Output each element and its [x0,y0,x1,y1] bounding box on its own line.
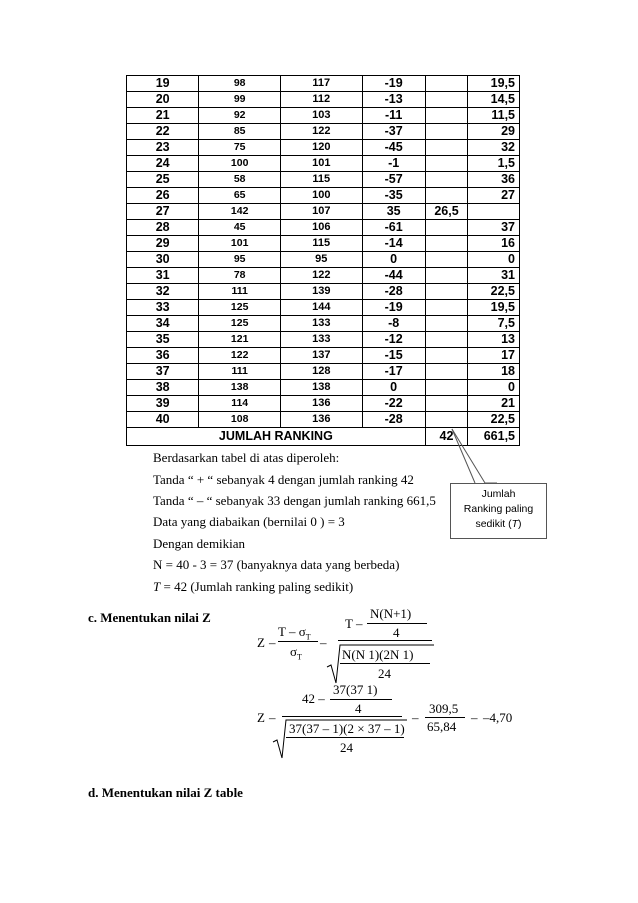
table-cell: 33 [127,300,199,316]
table-cell: 117 [280,76,362,92]
table-cell: 29 [127,236,199,252]
table-cell: 122 [280,268,362,284]
heading-d: d. Menentukan nilai Z table [88,785,243,800]
callout-line-3 [451,517,546,532]
table-cell: 101 [280,156,362,172]
table-row [127,412,520,428]
table-row [127,380,520,396]
table-cell: 107 [280,204,362,220]
table-cell: 103 [280,108,362,124]
table-cell: 142 [199,204,281,220]
table-row [127,316,520,332]
callout-line-3-prefix: sedikit ( [475,518,512,530]
table-cell: 111 [199,284,281,300]
table-cell: 1,5 [468,156,520,172]
total-label: JUMLAH RANKING [127,428,426,446]
table-cell: 26,5 [425,204,468,220]
table-cell: 125 [199,316,281,332]
table-cell: 26 [127,188,199,204]
f1-rad-den: 24 [378,666,391,681]
para-line-2: Tanda “ + “ sebanyak 4 dengan jumlah ranking 42 [153,472,414,487]
callout-line-1: Jumlah [481,488,516,500]
table-cell: 128 [280,364,362,380]
table-cell: 20 [127,92,199,108]
table-cell: 100 [199,156,281,172]
table-row [127,188,520,204]
f1-rad-num: N(N 1)(2N 1) [342,647,414,662]
table-cell [425,380,468,396]
table-row [127,124,520,140]
f2-frac-den: 65,84 [427,719,457,734]
f1-inner-bar [367,623,427,624]
table-cell: -28 [362,284,425,300]
table-cell: 21 [468,396,520,412]
table-cell [425,76,468,92]
f1-den-text: σ [290,644,298,659]
table-cell: 7,5 [468,316,520,332]
table-cell: 139 [280,284,362,300]
table-cell: 35 [127,332,199,348]
para-line-5: Dengan demikian [153,536,246,551]
table-cell: -19 [362,76,425,92]
table-cell: 28 [127,220,199,236]
f1-den [290,645,302,665]
f1-num-text: T – σ [278,624,306,639]
table-cell: 99 [199,92,281,108]
table-cell: 36 [127,348,199,364]
table-cell [425,92,468,108]
table-cell: -19 [362,300,425,316]
f1-main-bar [338,640,432,641]
table-row [127,284,520,300]
f2-42: 42 – [302,691,325,706]
callout-line-3-suffix: ) [518,518,522,530]
table-cell: 21 [127,108,199,124]
table-cell: 122 [199,348,281,364]
table-cell: 65 [199,188,281,204]
table-cell: -22 [362,396,425,412]
table-cell: -11 [362,108,425,124]
table-cell: 14,5 [468,92,520,108]
f2-result: –4,70 [483,710,513,725]
table-cell [425,268,468,284]
f2-eq3: – [471,710,478,725]
callout-var-t: T [511,518,519,530]
table-cell [425,124,468,140]
f1-z: Z [257,635,265,650]
table-cell: 78 [199,268,281,284]
table-cell [425,140,468,156]
table-cell: 133 [280,332,362,348]
f2-inner-num: 37(37 1) [333,682,378,697]
table-cell: 138 [280,380,362,396]
table-cell: 106 [280,220,362,236]
f2-frac-num: 309,5 [429,701,459,716]
table-cell [425,156,468,172]
table-cell: -61 [362,220,425,236]
table-cell: 37 [468,220,520,236]
table-cell [425,364,468,380]
table-row [127,92,520,108]
table-cell [425,172,468,188]
table-cell: 35 [362,204,425,220]
table-cell [425,300,468,316]
f1-eq2: – [320,635,327,650]
ranking-table-body [127,76,520,428]
table-row [127,332,520,348]
table-cell: 24 [127,156,199,172]
table-cell: 18 [468,364,520,380]
table-cell [425,252,468,268]
f2-inner-bar [330,699,392,700]
table-row [127,396,520,412]
table-cell: 32 [468,140,520,156]
table-row [127,364,520,380]
table-cell: -15 [362,348,425,364]
table-cell: 31 [468,268,520,284]
table-cell: 17 [468,348,520,364]
f1-num-sub: T [305,632,311,642]
table-cell: 92 [199,108,281,124]
table-cell: -57 [362,172,425,188]
table-cell: 112 [280,92,362,108]
f2-inner-den: 4 [355,701,362,716]
table-cell: 37 [127,364,199,380]
table-cell: 100 [280,188,362,204]
table-cell: 22 [127,124,199,140]
table-row [127,172,520,188]
para-line-1: Berdasarkan tabel di atas diperoleh: [153,450,340,465]
f2-rad-bar [286,737,404,738]
callout-box [450,483,547,539]
table-cell: 23 [127,140,199,156]
table-cell: 40 [127,412,199,428]
table-row [127,220,520,236]
total-minus: 661,5 [468,428,520,446]
table-cell: 29 [468,124,520,140]
callout-line-2: Ranking paling [463,503,534,515]
table-cell: 25 [127,172,199,188]
para-line-4: Data yang diabaikan (bernilai 0 ) = 3 [153,514,345,529]
f1-frac-bar [278,641,318,642]
table-cell: -13 [362,92,425,108]
table-cell: 22,5 [468,284,520,300]
table-cell [425,220,468,236]
table-cell: -45 [362,140,425,156]
table-cell: 27 [127,204,199,220]
table-cell: 36 [468,172,520,188]
f1-t: T – [345,616,363,631]
table-cell: 115 [280,172,362,188]
ranking-table [126,75,520,446]
table-cell [425,316,468,332]
table-cell: 11,5 [468,108,520,124]
table-cell: 38 [127,380,199,396]
table-row [127,108,520,124]
table-cell: 85 [199,124,281,140]
table-cell: -8 [362,316,425,332]
table-cell: 98 [199,76,281,92]
table-row [127,140,520,156]
table-cell [425,412,468,428]
table-cell: -1 [362,156,425,172]
table-total-row [127,428,520,446]
table-cell: 108 [199,412,281,428]
table-cell: -37 [362,124,425,140]
table-row [127,268,520,284]
f1-inner-num: N(N+1) [370,606,412,621]
para-line-3: Tanda “ – “ sebanyak 33 dengan jumlah ranking 661,5 [153,493,436,508]
table-cell: 136 [280,412,362,428]
f2-eq1: – [269,710,276,725]
table-cell: 32 [127,284,199,300]
table-cell: 138 [199,380,281,396]
table-cell: 27 [468,188,520,204]
table-row [127,300,520,316]
table-cell: -12 [362,332,425,348]
table-cell: 95 [199,252,281,268]
table-cell: 39 [127,396,199,412]
f1-eq1: – [269,635,276,650]
table-cell: -17 [362,364,425,380]
table-row [127,156,520,172]
para-line-7-rest: = 42 (Jumlah ranking paling sedikit) [160,579,354,594]
table-cell: 19,5 [468,76,520,92]
table-cell: 0 [468,252,520,268]
table-cell: 114 [199,396,281,412]
table-cell: 13 [468,332,520,348]
table-cell: 121 [199,332,281,348]
table-cell: 115 [280,236,362,252]
table-row [127,204,520,220]
table-cell: 58 [199,172,281,188]
para-line-6: N = 40 - 3 = 37 (banyaknya data yang berbeda) [153,557,400,572]
total-plus: 42 [425,428,468,446]
f1-den-sub: T [297,652,302,662]
table-cell: 95 [280,252,362,268]
table-cell: -14 [362,236,425,252]
table-cell: 133 [280,316,362,332]
f2-z: Z [257,710,265,725]
f2-main-bar [282,716,402,717]
var-t: T [153,579,161,594]
table-cell: -28 [362,412,425,428]
table-cell: -44 [362,268,425,284]
table-cell: 31 [127,268,199,284]
table-cell: 125 [199,300,281,316]
f2-rad-den: 24 [340,740,353,755]
table-cell: 34 [127,316,199,332]
f2-rad-num: 37(37 – 1)(2 × 37 – 1) [289,721,405,736]
table-cell: -35 [362,188,425,204]
table-cell: 137 [280,348,362,364]
table-cell: 120 [280,140,362,156]
table-cell: 16 [468,236,520,252]
table-cell: 0 [362,252,425,268]
table-cell: 101 [199,236,281,252]
table-cell: 0 [468,380,520,396]
table-cell [425,348,468,364]
table-cell [425,332,468,348]
table-cell: 136 [280,396,362,412]
table-cell: 75 [199,140,281,156]
f2-eq2: – [412,710,419,725]
table-cell: 19,5 [468,300,520,316]
para-line-7 [153,578,353,595]
f1-rad-bar [340,663,430,664]
table-cell: 22,5 [468,412,520,428]
table-row [127,348,520,364]
table-cell: 111 [199,364,281,380]
table-cell: 45 [199,220,281,236]
table-row [127,252,520,268]
table-cell [425,188,468,204]
table-row [127,76,520,92]
table-row [127,236,520,252]
table-cell: 122 [280,124,362,140]
table-cell: 30 [127,252,199,268]
table-cell [425,396,468,412]
table-cell: 0 [362,380,425,396]
table-cell: 19 [127,76,199,92]
f2-frac-bar [425,717,465,718]
table-cell [425,284,468,300]
table-cell: 144 [280,300,362,316]
table-cell [425,236,468,252]
table-cell [425,108,468,124]
f1-inner-den: 4 [393,625,400,640]
heading-c: c. Menentukan nilai Z [88,610,211,625]
table-cell [468,204,520,220]
